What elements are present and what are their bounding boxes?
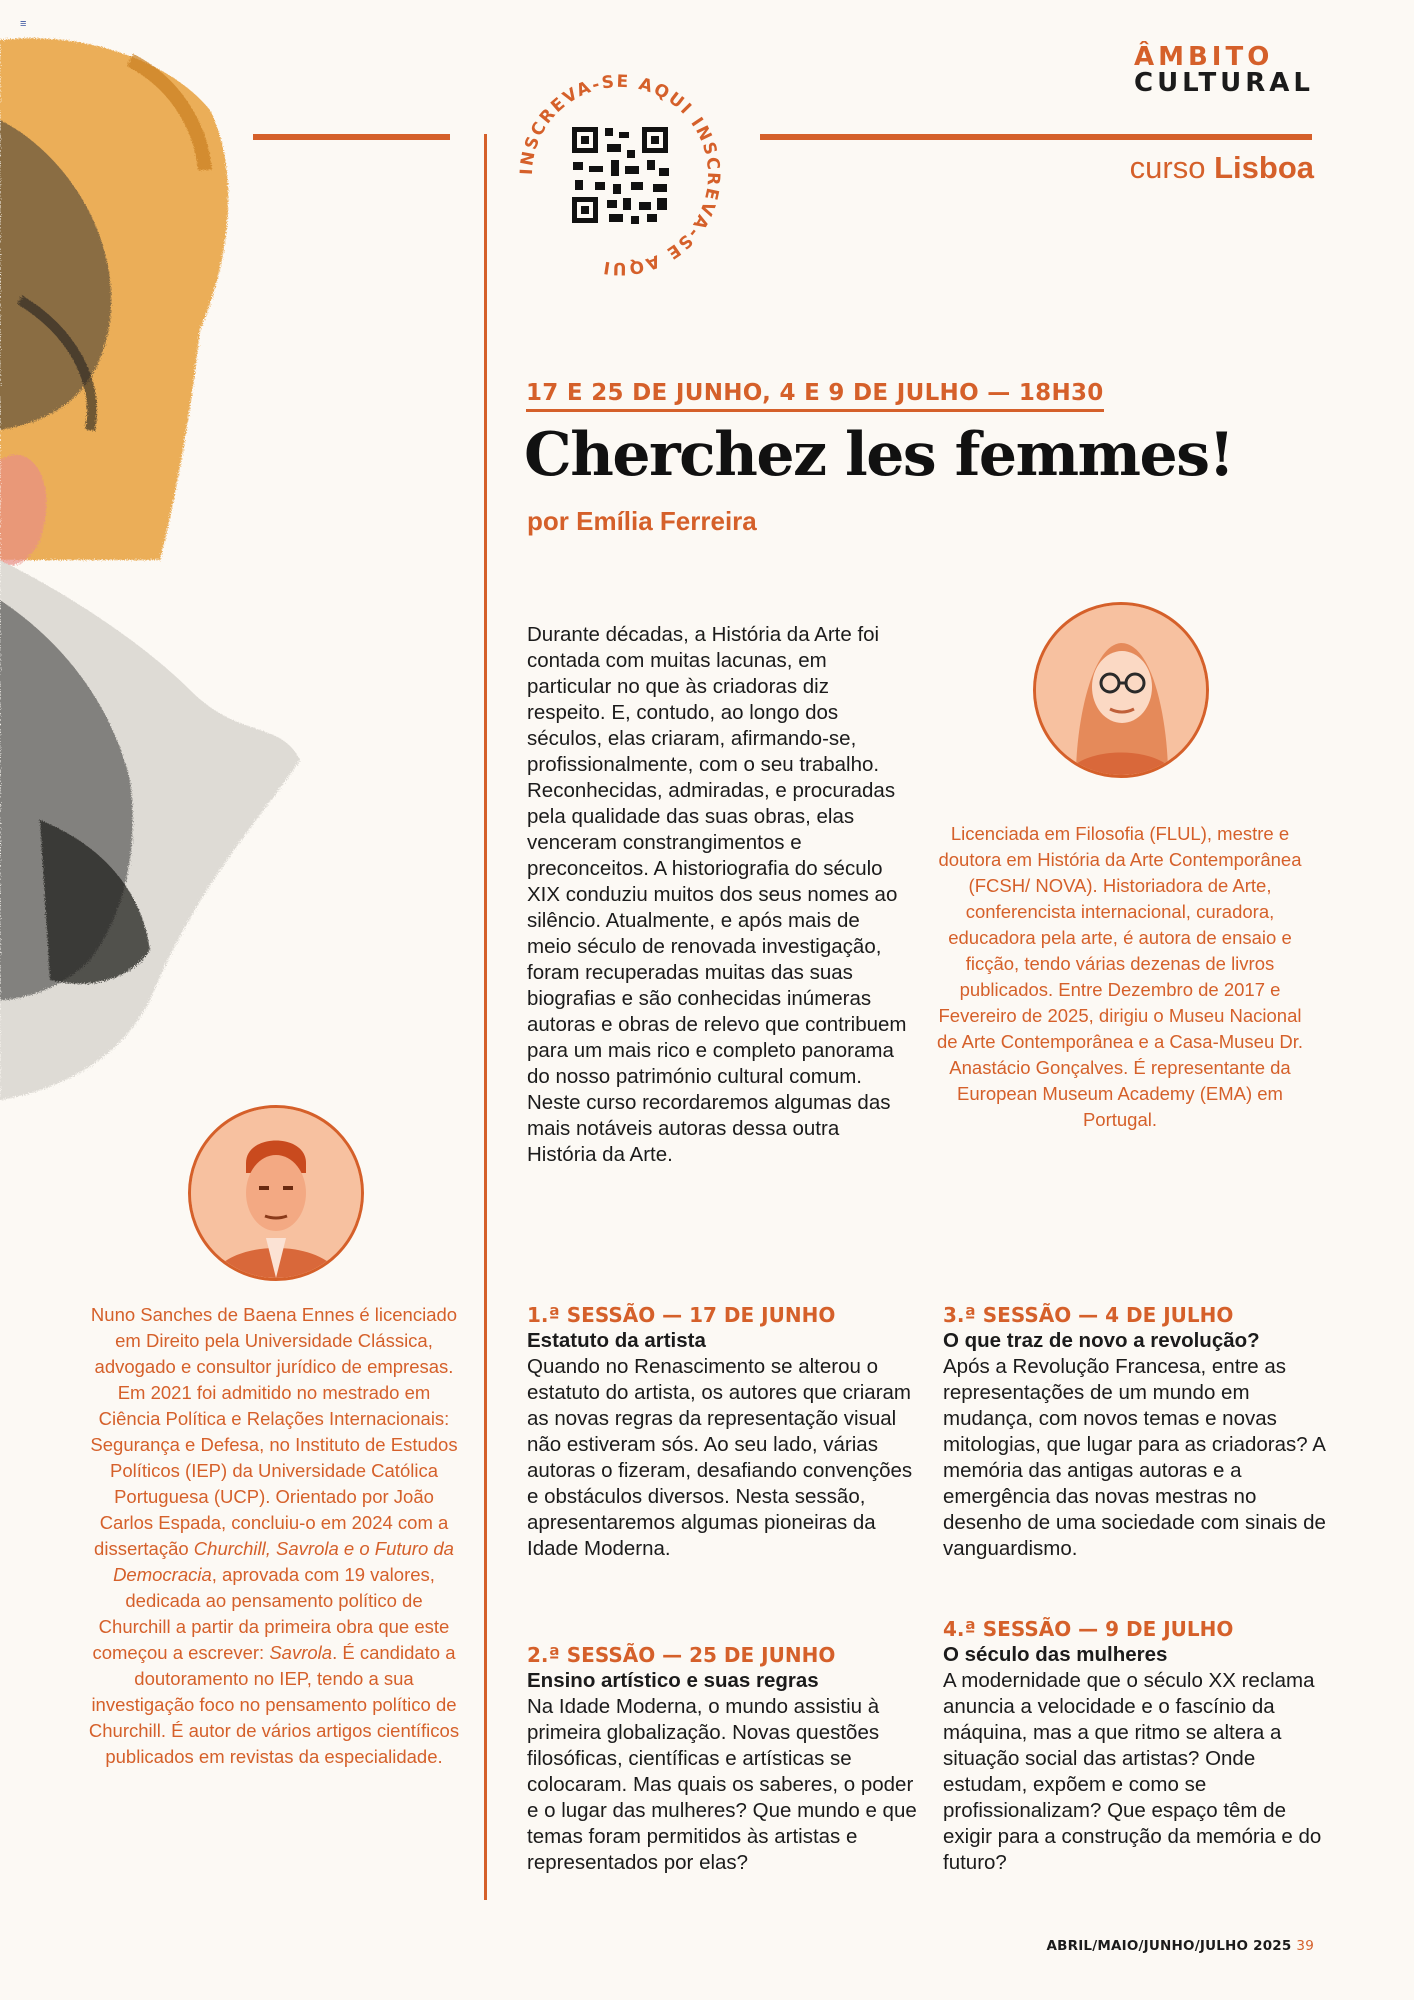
nuno-thesis-title: Churchill, Savrola e o Futuro da Democracia — [113, 1538, 454, 1585]
page-footer — [1046, 1938, 1314, 1954]
intro-paragraph: Durante décadas, a História da Arte foi contada com muitas lacunas, em particular no que às criadoras diz respeito. E, contudo, ao longo dos séculos, elas criaram, afirmando-se, profissionalmente, com o seu trabalho. Reconhecidas, admiradas, e procuradas pela qualidade das suas obras, elas venceram constrangimentos e preconceitos. A historiografia do século XIX conduziu muitos dos seus nomes ao silêncio. Atualmente, e após mais de meio século de renovada investigação, foram recuperadas muitas das suas biografias e são conhecidas inúmeras autoras e obras de relevo que contribuem para um mais rico e completo panorama do nosso património cultural comum. Neste curso recordaremos algumas das mais notáveis autoras dessa outra História da Arte. — [527, 623, 907, 1166]
logo-line-1 — [1134, 44, 1314, 70]
qr-code-icon[interactable] — [570, 125, 670, 225]
session-2-subtitle: Ensino artístico e suas regras — [527, 1669, 819, 1692]
qr-ring-text: INSCREVA-SE AQUI INSCREVA-SE AQUI — [516, 71, 724, 279]
vertical-divider — [484, 134, 487, 1900]
qr-registration-badge[interactable] — [515, 70, 725, 280]
ambito-cultural-logo — [1134, 44, 1314, 96]
nuno-book-title: Savrola — [269, 1642, 333, 1663]
menu-icon: ≡ — [20, 18, 27, 30]
session-4-text: A modernidade que o século XX reclama anuncia a velocidade e o fascínio da máquina, mas a que ritmo se altera a situação social das artistas? Onde estudam, expõem e como se profissionalizam? Que espaço têm de exigir para a construção da memória e do futuro? — [943, 1669, 1322, 1874]
course-label — [1130, 150, 1314, 186]
session-1-heading: 1.ª SESSÃO — 17 DE JUNHO — [527, 1303, 836, 1327]
top-right-rule — [760, 134, 1312, 140]
nuno-avatar-icon — [191, 1108, 361, 1278]
emilia-ferreira-portrait — [1033, 602, 1209, 778]
nuno-bio-part1: Nuno Sanches de Baena Ennes é licenciado em Direito pela Universidade Clássica, advogado e consultor jurídico de empresas. Em 2021 foi admitido no mestrado em Ciência Política e Relações Internacionais: Segurança e Defesa, no Instituto de Estudos Políticos (IEP) da Universidade Católica Portuguesa (UCP). Orientado por João Carlos Espada, concluiu-o em 2024 com a dissertação — [90, 1304, 458, 1559]
issue-label: ABRIL/MAIO/JUNHO/JULHO 2025 — [1046, 1938, 1292, 1954]
session-3-text: Após a Revolução Francesa, entre as representações de um mundo em mudança, com novos temas e novas mitologias, que lugar para as criadoras? A memória das antigas autoras e a emergência das novas mestras no desenho de uma sociedade com sinais de vanguardismo. — [943, 1355, 1326, 1560]
emilia-biography: Licenciada em Filosofia (FLUL), mestre e doutora em História da Arte Contemporânea (FCSH/ NOVA). Historiadora de Arte, conferencista internacional, curadora, educadora pela arte, é autora de ensaio e ficção, tendo várias dezenas de livros publicados. Entre Dezembro de 2017 e Fevereiro de 2025, dirigiu o Museu Nacional de Arte Contemporânea e a Casa-Museu Dr. Anastácio Gonçalves. É representante da European Museum Academy (EMA) em Portugal. — [936, 823, 1304, 1130]
session-4 — [943, 1616, 1333, 1876]
top-left-rule — [253, 134, 450, 140]
course-city: Lisboa — [1214, 150, 1314, 185]
emilia-avatar-icon — [1036, 605, 1206, 775]
session-2 — [527, 1642, 917, 1876]
nuno-ennes-portrait — [188, 1105, 364, 1281]
session-3 — [943, 1302, 1333, 1562]
author-byline: por Emília Ferreira — [527, 506, 757, 536]
crayon-portrait-illustration — [0, 0, 330, 1120]
session-1-subtitle: Estatuto da artista — [527, 1329, 706, 1352]
session-3-subtitle: O que traz de novo a revolução? — [943, 1329, 1260, 1352]
session-2-text: Na Idade Moderna, o mundo assistiu à primeira globalização. Novas questões filosóficas, científicas e artísticas se colocaram. Mas quais os saberes, o poder e o lugar das mulheres? Que mundo e que temas foram permitidos às artistas e representados por elas? — [527, 1695, 917, 1874]
nuno-biography — [88, 1302, 460, 1770]
logo-line-2 — [1134, 70, 1314, 96]
event-dates: 17 E 25 DE JUNHO, 4 E 9 DE JULHO — 18H30 — [526, 380, 1104, 412]
session-4-heading: 4.ª SESSÃO — 9 DE JULHO — [943, 1617, 1234, 1641]
session-2-heading: 2.ª SESSÃO — 25 DE JUNHO — [527, 1643, 836, 1667]
course-title: Cherchez les femmes! — [524, 420, 1234, 490]
nuno-bio-part3: . É candidato a doutoramento no IEP, tendo a sua investigação foco no pensamento político de Churchill. É autor de vários artigos científicos publicados em revistas da especialidade. — [88, 1642, 460, 1767]
logo-line-2-text: CULTURAL — [1133, 68, 1314, 98]
session-3-heading: 3.ª SESSÃO — 4 DE JULHO — [943, 1303, 1234, 1327]
session-1 — [527, 1302, 917, 1562]
session-4-subtitle: O século das mulheres — [943, 1643, 1168, 1666]
course-kind: curso — [1129, 150, 1206, 185]
session-1-text: Quando no Renascimento se alterou o estatuto do artista, os autores que criaram as novas regras da representação visual não estiveram sós. Ao seu lado, várias autoras o fizeram, desafiando convenções e obstáculos diversos. Nesta sessão, apresentaremos algumas pioneiras da Idade Moderna. — [527, 1355, 913, 1560]
page-number: 39 — [1296, 1938, 1314, 1954]
nuno-bio-part2: , aprovada com 19 valores, dedicada ao pensamento político de Churchill a partir da primeira obra que este começou a escrever: — [92, 1564, 450, 1663]
logo-line-1-text: ÂMBITO — [1133, 42, 1274, 72]
